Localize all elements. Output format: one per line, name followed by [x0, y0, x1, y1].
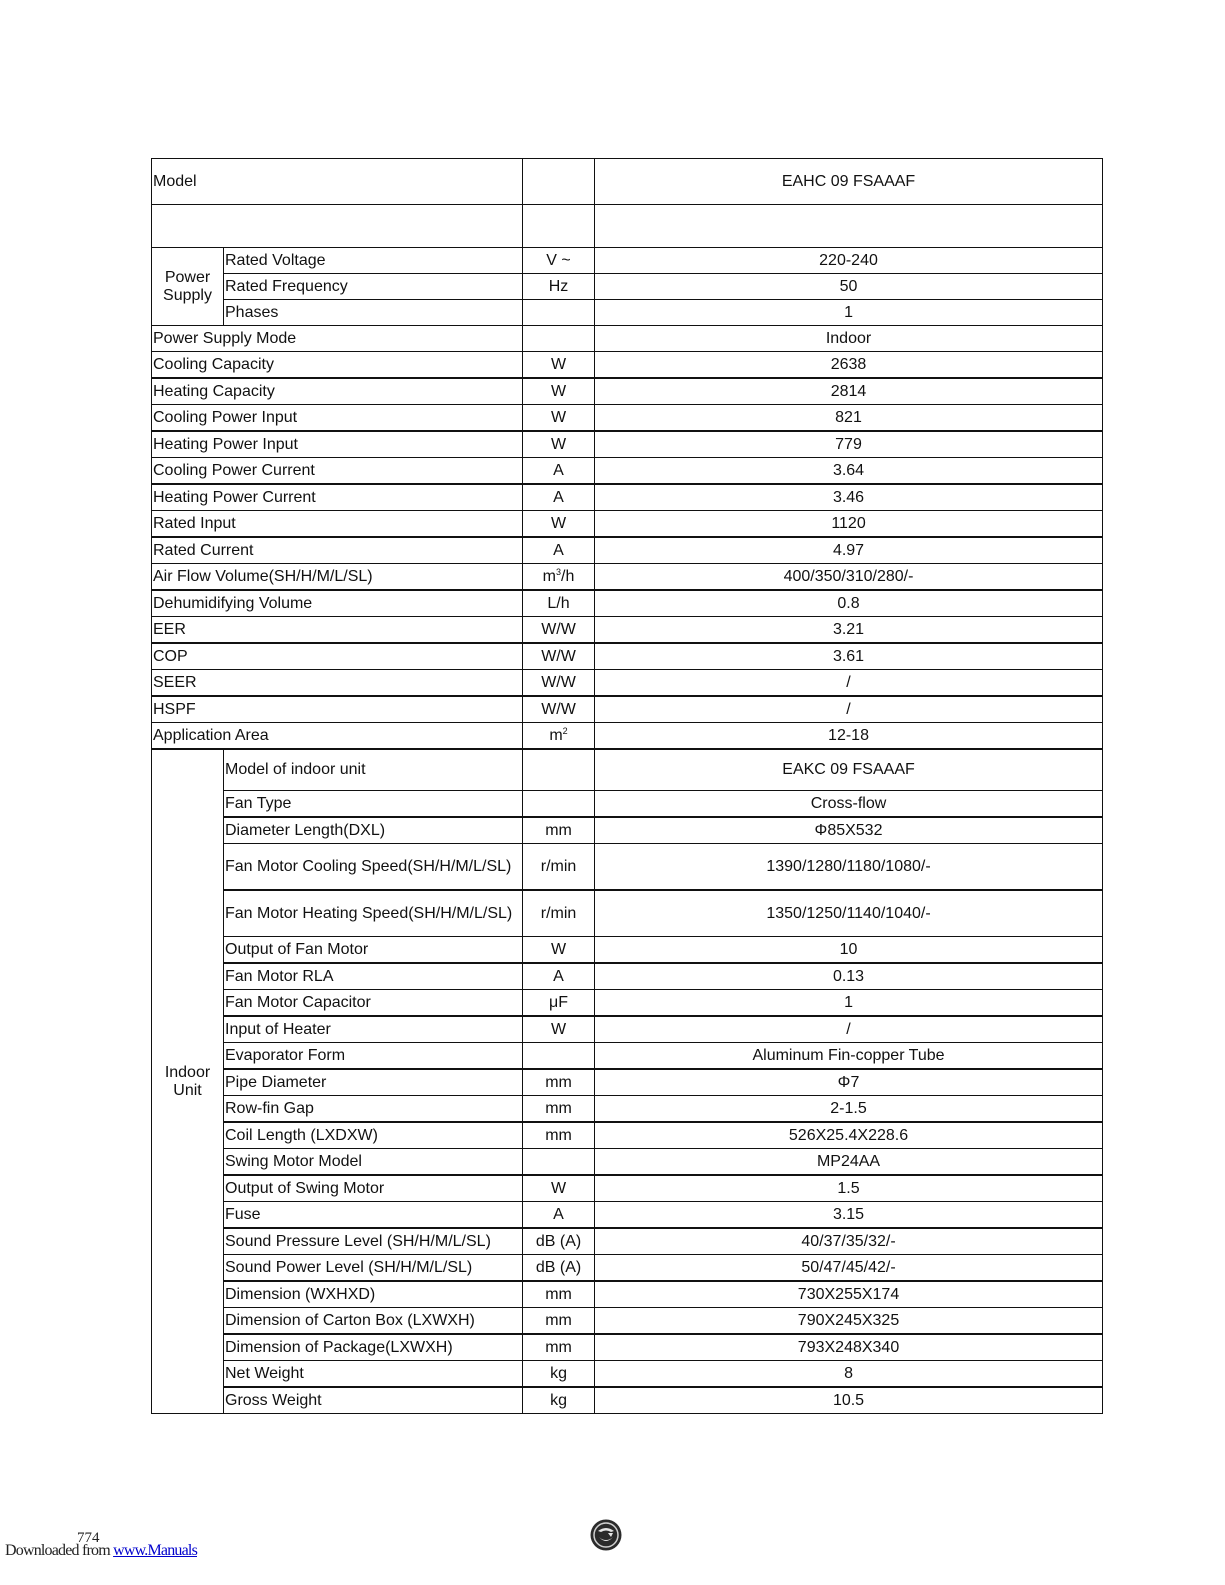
indoor-unit-row — [152, 1122, 1103, 1149]
parameter-cell: Fan Type — [224, 791, 523, 818]
unit-superscript: 3 — [556, 566, 562, 577]
specification-table — [151, 158, 1103, 1414]
value-cell: 1.5 — [595, 1175, 1103, 1202]
indoor-unit-row — [152, 791, 1103, 818]
value-cell: 0.8 — [595, 590, 1103, 617]
indoor-unit-row — [152, 1043, 1103, 1070]
blank-cell — [523, 205, 595, 248]
parameter-cell: Dehumidifying Volume — [152, 590, 523, 617]
parameter-cell: Net Weight — [224, 1361, 523, 1388]
unit-superscript: 2 — [562, 725, 568, 736]
power-supply-group-label-line1: Power — [164, 268, 211, 286]
spec-row — [152, 564, 1103, 591]
value-cell: Φ7 — [595, 1069, 1103, 1096]
indoor-unit-row — [152, 963, 1103, 990]
value-cell: 4.97 — [595, 537, 1103, 564]
value-cell: 821 — [595, 405, 1103, 432]
parameter-cell: Swing Motor Model — [224, 1149, 523, 1176]
value-cell: 3.15 — [595, 1202, 1103, 1229]
unit-base: m — [549, 726, 563, 744]
spec-row — [152, 643, 1103, 670]
parameter-cell: Fan Motor Cooling Speed(SH/H/M/L/SL) — [224, 844, 523, 891]
unit-cell — [523, 1149, 595, 1176]
spec-row — [152, 723, 1103, 750]
parameter-cell: Output of Swing Motor — [224, 1175, 523, 1202]
unit-cell: W/W — [523, 696, 595, 723]
unit-cell: A — [523, 1202, 595, 1229]
unit-cell: Hz — [523, 274, 595, 300]
parameter-cell: Sound Pressure Level (SH/H/M/L/SL) — [224, 1228, 523, 1255]
parameter-cell: Diameter Length(DXL) — [224, 817, 523, 844]
unit-cell: W — [523, 1016, 595, 1043]
unit-cell: r/min — [523, 844, 595, 891]
unit-cell: W — [523, 937, 595, 964]
unit-cell: μF — [523, 990, 595, 1017]
power-supply-row — [152, 248, 1103, 274]
unit-cell — [523, 564, 595, 591]
parameter-cell: Heating Power Input — [152, 431, 523, 458]
parameter-cell: HSPF — [152, 696, 523, 723]
spec-row — [152, 352, 1103, 379]
unit-cell: mm — [523, 1308, 595, 1335]
spec-row — [152, 484, 1103, 511]
value-cell: 730X255X174 — [595, 1281, 1103, 1308]
spec-row — [152, 537, 1103, 564]
indoor-unit-row — [152, 890, 1103, 937]
value-cell: 1350/1250/1140/1040/- — [595, 890, 1103, 937]
value-cell: 50/47/45/42/- — [595, 1255, 1103, 1282]
specification-table-body — [152, 159, 1103, 1414]
parameter-cell: Evaporator Form — [224, 1043, 523, 1070]
value-cell: 220-240 — [595, 248, 1103, 274]
indoor-unit-row — [152, 1228, 1103, 1255]
indoor-unit-row — [152, 1255, 1103, 1282]
unit-cell — [523, 1043, 595, 1070]
parameter-cell: Cooling Power Current — [152, 458, 523, 485]
value-cell: 400/350/310/280/- — [595, 564, 1103, 591]
unit-cell: dB (A) — [523, 1228, 595, 1255]
parameter-cell: Cooling Power Input — [152, 405, 523, 432]
value-cell: 40/37/35/32/- — [595, 1228, 1103, 1255]
manuals-link[interactable]: www.Manuals — [113, 1542, 197, 1559]
indoor-unit-row — [152, 1175, 1103, 1202]
parameter-cell: Heating Capacity — [152, 378, 523, 405]
indoor-unit-row — [152, 1096, 1103, 1123]
value-cell: 3.61 — [595, 643, 1103, 670]
unit-cell: mm — [523, 1281, 595, 1308]
unit-cell: W — [523, 352, 595, 379]
unit-cell: mm — [523, 1096, 595, 1123]
unit-cell — [523, 723, 595, 750]
indoor-unit-group-label — [152, 749, 224, 1414]
brand-logo-icon — [589, 1518, 623, 1552]
unit-cell: V ~ — [523, 248, 595, 274]
value-cell: / — [595, 670, 1103, 697]
parameter-cell: Air Flow Volume(SH/H/M/L/SL) — [152, 564, 523, 591]
parameter-cell: EER — [152, 617, 523, 644]
value-cell: 0.13 — [595, 963, 1103, 990]
indoor-unit-row — [152, 844, 1103, 891]
spec-row — [152, 590, 1103, 617]
indoor-unit-row — [152, 1308, 1103, 1335]
parameter-cell: Input of Heater — [224, 1016, 523, 1043]
unit-cell: W — [523, 405, 595, 432]
parameter-cell: Fuse — [224, 1202, 523, 1229]
value-cell: 10 — [595, 937, 1103, 964]
parameter-cell: COP — [152, 643, 523, 670]
value-cell: 10.5 — [595, 1387, 1103, 1414]
parameter-cell: Rated Current — [152, 537, 523, 564]
unit-cell: W — [523, 378, 595, 405]
unit-cell: r/min — [523, 890, 595, 937]
value-cell: 2638 — [595, 352, 1103, 379]
page-number: 774 — [77, 1530, 100, 1546]
parameter-cell: Fan Motor RLA — [224, 963, 523, 990]
value-cell: 3.46 — [595, 484, 1103, 511]
unit-cell: W — [523, 431, 595, 458]
value-cell: 50 — [595, 274, 1103, 300]
value-cell: 1120 — [595, 511, 1103, 538]
indoor-unit-row — [152, 1016, 1103, 1043]
blank-cell — [595, 205, 1103, 248]
value-cell: 1 — [595, 300, 1103, 326]
parameter-cell: Output of Fan Motor — [224, 937, 523, 964]
power-supply-group-label-line2: Supply — [163, 286, 212, 304]
value-cell: 1 — [595, 990, 1103, 1017]
unit-cell: A — [523, 963, 595, 990]
spec-row — [152, 511, 1103, 538]
parameter-cell: Pipe Diameter — [224, 1069, 523, 1096]
value-cell: Aluminum Fin-copper Tube — [595, 1043, 1103, 1070]
unit-cell — [523, 300, 595, 326]
download-text: Downloaded from — [5, 1542, 114, 1559]
spec-row — [152, 405, 1103, 432]
spec-row — [152, 458, 1103, 485]
power-supply-row — [152, 274, 1103, 300]
model-value: EAHC 09 FSAAAF — [595, 159, 1103, 205]
unit-cell: mm — [523, 1334, 595, 1361]
unit-tail: /h — [561, 567, 575, 585]
unit-cell — [523, 749, 595, 791]
parameter-cell: Heating Power Current — [152, 484, 523, 511]
unit-cell: W/W — [523, 670, 595, 697]
parameter-cell: Fan Motor Capacitor — [224, 990, 523, 1017]
parameter-cell: Dimension (WXHXD) — [224, 1281, 523, 1308]
value-cell: 793X248X340 — [595, 1334, 1103, 1361]
unit-cell: A — [523, 458, 595, 485]
unit-cell: kg — [523, 1361, 595, 1388]
parameter-cell: Power Supply Mode — [152, 326, 523, 352]
model-row — [152, 159, 1103, 205]
indoor-unit-row — [152, 1334, 1103, 1361]
indoor-unit-row — [152, 1387, 1103, 1414]
indoor-unit-row — [152, 937, 1103, 964]
indoor-unit-row — [152, 1202, 1103, 1229]
parameter-cell: Row-fin Gap — [224, 1096, 523, 1123]
value-cell: Φ85X532 — [595, 817, 1103, 844]
indoor-unit-row — [152, 817, 1103, 844]
parameter-cell: Coil Length (LXDXW) — [224, 1122, 523, 1149]
parameter-cell: Gross Weight — [224, 1387, 523, 1414]
blank-cell — [152, 205, 523, 248]
indoor-unit-row — [152, 749, 1103, 791]
parameter-cell: Rated Voltage — [224, 248, 523, 274]
value-cell: / — [595, 696, 1103, 723]
spec-row — [152, 431, 1103, 458]
unit-cell — [523, 326, 595, 352]
spec-row — [152, 378, 1103, 405]
unit-cell: mm — [523, 817, 595, 844]
spec-row — [152, 617, 1103, 644]
parameter-cell: Rated Frequency — [224, 274, 523, 300]
spec-row — [152, 696, 1103, 723]
indoor-unit-row — [152, 990, 1103, 1017]
unit-cell: A — [523, 537, 595, 564]
value-cell: 790X245X325 — [595, 1308, 1103, 1335]
blank-row — [152, 205, 1103, 248]
value-cell: 1390/1280/1180/1080/- — [595, 844, 1103, 891]
unit-cell: kg — [523, 1387, 595, 1414]
power-supply-row — [152, 300, 1103, 326]
unit-cell: L/h — [523, 590, 595, 617]
value-cell: 2-1.5 — [595, 1096, 1103, 1123]
value-cell: 3.64 — [595, 458, 1103, 485]
parameter-cell: Fan Motor Heating Speed(SH/H/M/L/SL) — [224, 890, 523, 937]
value-cell: 526X25.4X228.6 — [595, 1122, 1103, 1149]
value-cell: 12-18 — [595, 723, 1103, 750]
unit-cell: W/W — [523, 643, 595, 670]
value-cell: / — [595, 1016, 1103, 1043]
value-cell: Indoor — [595, 326, 1103, 352]
indoor-unit-row — [152, 1069, 1103, 1096]
value-cell: 779 — [595, 431, 1103, 458]
power-supply-group-label — [152, 248, 224, 326]
parameter-cell: Rated Input — [152, 511, 523, 538]
parameter-cell: SEER — [152, 670, 523, 697]
indoor-unit-row — [152, 1281, 1103, 1308]
download-notice — [5, 1542, 241, 1560]
indoor-unit-row — [152, 1361, 1103, 1388]
value-cell: 3.21 — [595, 617, 1103, 644]
model-unit-cell — [523, 159, 595, 205]
parameter-cell: Dimension of Package(LXWXH) — [224, 1334, 523, 1361]
unit-cell: W — [523, 1175, 595, 1202]
unit-cell: mm — [523, 1122, 595, 1149]
indoor-unit-row — [152, 1149, 1103, 1176]
unit-base: m — [542, 567, 556, 585]
indoor-unit-group-label-line2: Unit — [173, 1081, 202, 1099]
parameter-cell: Dimension of Carton Box (LXWXH) — [224, 1308, 523, 1335]
parameter-cell: Cooling Capacity — [152, 352, 523, 379]
value-cell: Cross-flow — [595, 791, 1103, 818]
value-cell: 2814 — [595, 378, 1103, 405]
unit-cell — [523, 791, 595, 818]
spec-row — [152, 670, 1103, 697]
parameter-cell: Model of indoor unit — [224, 749, 523, 791]
value-cell: EAKC 09 FSAAAF — [595, 749, 1103, 791]
unit-cell: mm — [523, 1069, 595, 1096]
unit-cell: A — [523, 484, 595, 511]
unit-cell: dB (A) — [523, 1255, 595, 1282]
model-label: Model — [152, 159, 523, 205]
parameter-cell: Application Area — [152, 723, 523, 750]
unit-cell: W/W — [523, 617, 595, 644]
spec-row — [152, 326, 1103, 352]
indoor-unit-group-label-line1: Indoor — [164, 1063, 211, 1081]
parameter-cell: Sound Power Level (SH/H/M/L/SL) — [224, 1255, 523, 1282]
parameter-cell: Phases — [224, 300, 523, 326]
value-cell: MP24AA — [595, 1149, 1103, 1176]
unit-cell: W — [523, 511, 595, 538]
value-cell: 8 — [595, 1361, 1103, 1388]
